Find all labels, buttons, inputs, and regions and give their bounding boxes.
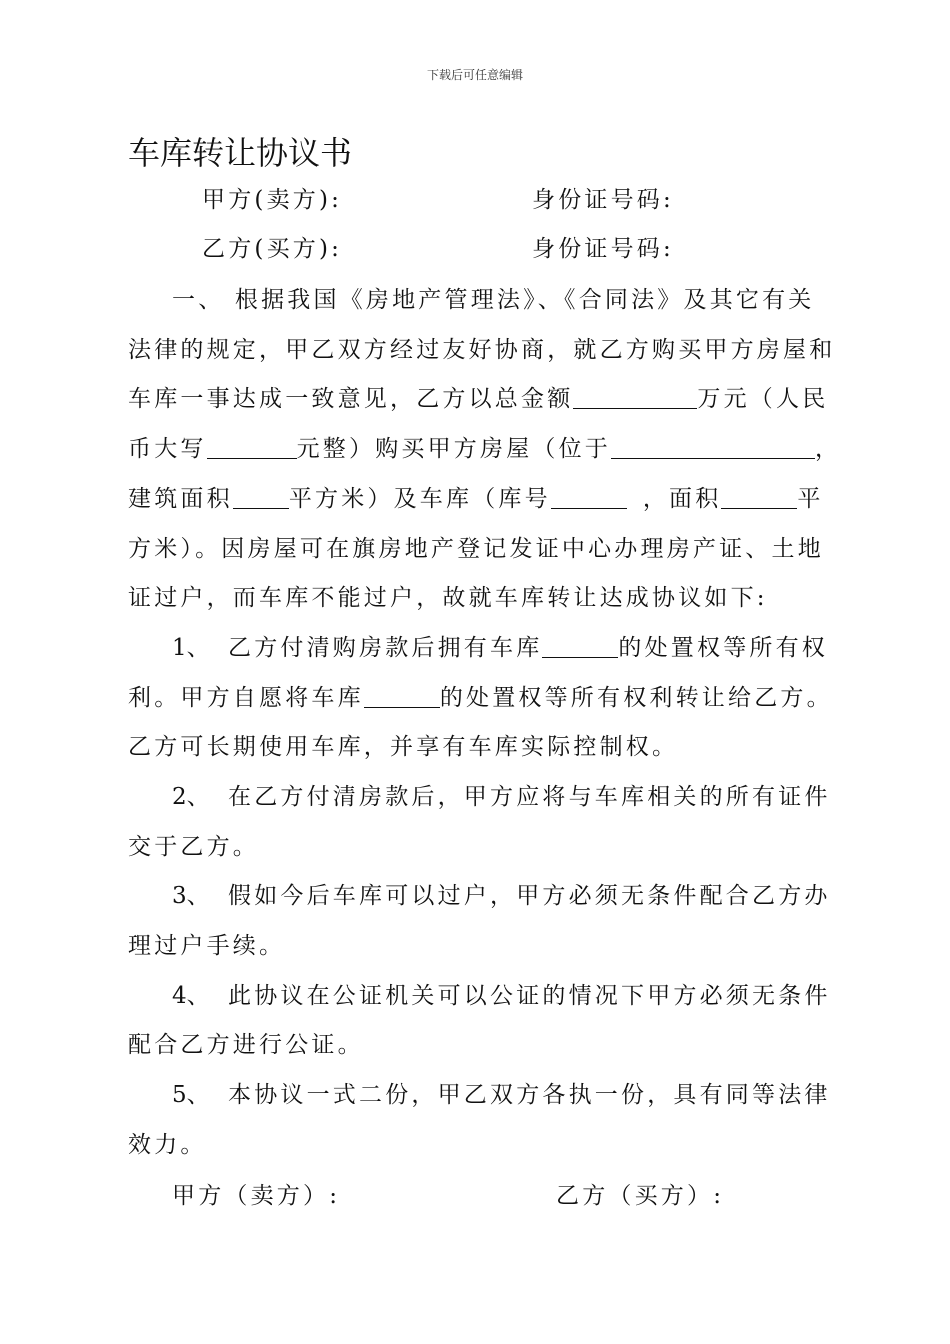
clause3-line2: 理过户手续。 [128,933,286,959]
garage-area-blank[interactable] [721,484,797,509]
clause1-line2-text-a: 利。甲方自愿将车库 [128,685,364,711]
clause1-line3: 乙方可长期使用车库，并享有车库实际控制权。 [128,734,679,760]
clause4-text: 此协议在公证机关可以公证的情况下甲方必须无条件 [228,983,831,1009]
signature-buyer-label: 乙方（买方）: [556,1183,725,1209]
clause4-number: 4、 [172,983,210,1009]
clause1-line2-text-b: 的处置权等所有权利转让给乙方。 [439,685,833,711]
clause4-line2: 配合乙方进行公证。 [128,1032,364,1058]
signature-seller-label: 甲方（卖方）: [172,1183,341,1209]
clause1-line1 [172,633,872,663]
seller-id-label: 身份证号码: [532,187,674,213]
amount-in-words-blank[interactable] [207,434,297,459]
section1-line5 [128,484,828,514]
section1-line5-end: 平 [797,486,824,512]
clause1-garage-blank-2[interactable] [364,683,440,708]
section1-line3-unit: 万元（人民 [697,386,829,412]
garage-number-blank[interactable] [551,484,627,509]
clause2-line1 [172,782,872,812]
clause1-text-b: 的处置权等所有权 [618,635,829,661]
clause5-line1 [172,1080,872,1110]
section1-line4 [128,434,842,464]
section1-line2: 法律的规定，甲乙双方经过友好协商，就乙方购买甲方房屋和 [128,337,836,363]
clause5-line2: 效力。 [128,1132,207,1158]
section1-line4-text: 币大写 [128,436,207,462]
clause5-text: 本协议一式二份，甲乙双方各执一份，具有同等法律 [228,1082,831,1108]
document-title: 车库转让协议书 [128,134,353,172]
section1-line5-mid: 平方米）及车库（库号 [288,486,551,512]
section1-line6: 方米）。因房屋可在旗房地产登记发证中心办理房产证、土地 [128,536,824,562]
section1-line4-mid: 元整）购买甲方房屋（位于 [296,436,612,462]
clause1-text-a: 乙方付清购房款后拥有车库 [228,635,543,661]
section1-line3 [128,384,828,414]
clause2-number: 2、 [172,784,210,810]
clause2-text: 在乙方付清房款后，甲方应将与车库相关的所有证件 [228,784,831,810]
clause1-garage-blank[interactable] [542,633,618,658]
total-amount-blank[interactable] [573,384,697,409]
section1-line5-area: ，面积 [642,486,722,512]
section1-line5-text: 建筑面积 [128,486,233,512]
section1-line3-text: 车库一事达成一致意见，乙方以总金额 [128,386,574,412]
section1-line4-comma: ， [815,436,842,462]
clause4-line1 [172,981,872,1011]
clause3-line1 [172,881,872,911]
buyer-label: 乙方(买方): [202,236,343,262]
clause3-text: 假如今后车库可以过户，甲方必须无条件配合乙方办 [228,883,831,909]
section1-line7: 证过户，而车库不能过户，故就车库转让达成协议如下: [128,585,768,611]
buyer-id-label: 身份证号码: [532,236,674,262]
clause5-number: 5、 [172,1082,210,1108]
clause2-line2: 交于乙方。 [128,834,259,860]
seller-label: 甲方(卖方): [202,187,343,213]
house-location-blank[interactable] [611,434,815,459]
section1-line1: 一、 根据我国《房地产管理法》、《合同法》及其它有关 [172,287,815,313]
clause1-number: 1、 [172,635,210,661]
clause1-line2 [128,683,833,713]
building-area-blank[interactable] [233,484,289,509]
clause3-number: 3、 [172,883,210,909]
page-header: 下载后可任意编辑 [426,68,523,82]
